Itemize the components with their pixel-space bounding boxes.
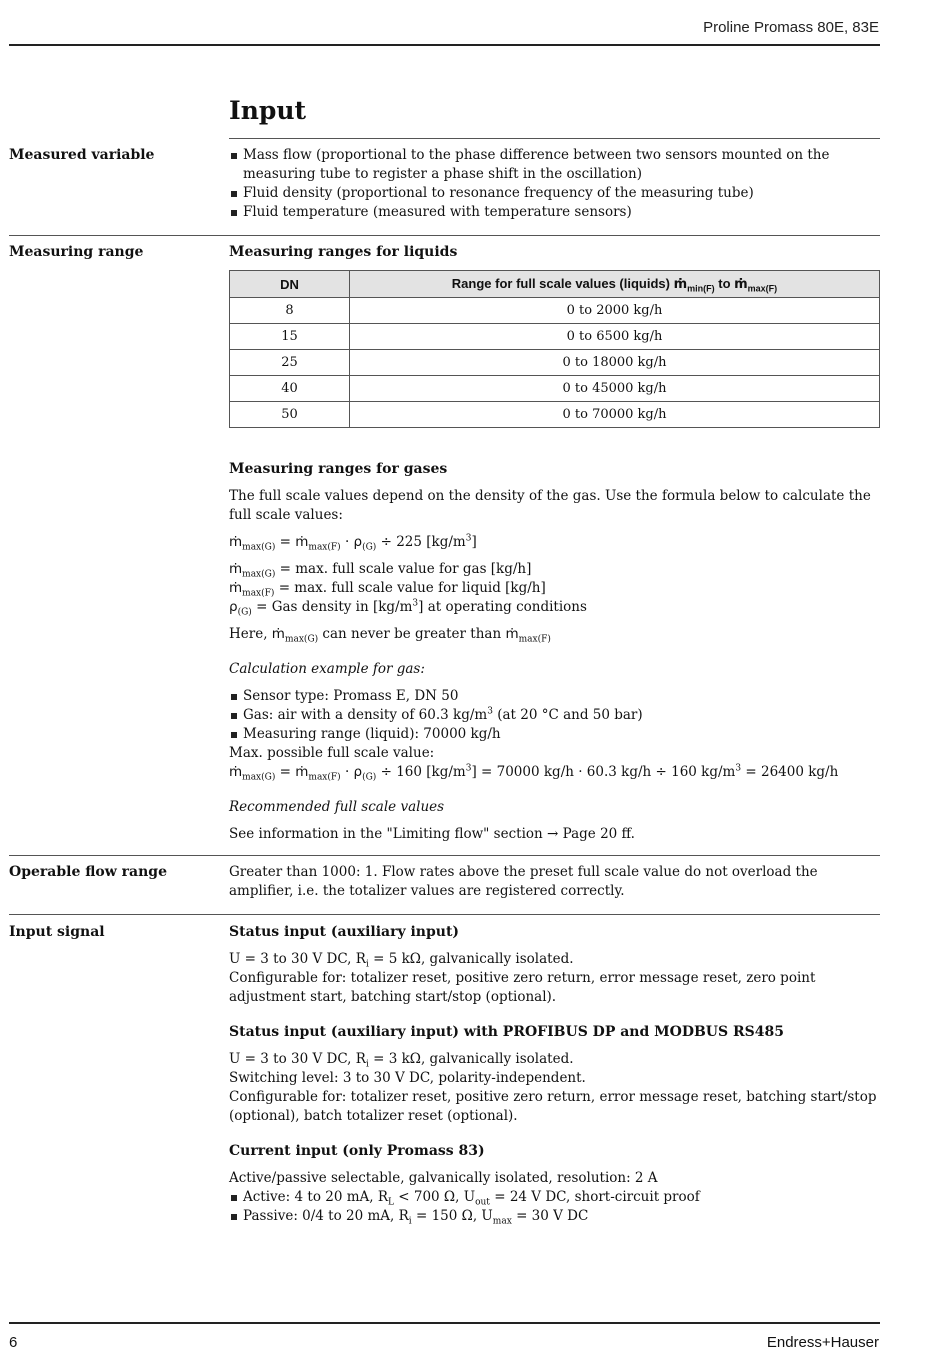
column-header-dn: DN [230, 271, 350, 298]
table-row [230, 298, 880, 324]
measured-variable-label: Measured variable [9, 147, 155, 163]
calculation-heading: Calculation example for gas: [229, 661, 425, 677]
gases-heading: Measuring ranges for gases [229, 461, 448, 477]
page-number: 6 [9, 1334, 18, 1351]
current-input-heading: Current input (only Promass 83) [229, 1143, 485, 1159]
cell-range: 0 to 45000 kg/h [350, 376, 880, 402]
table-header-row [230, 271, 880, 298]
cell-range: 0 to 6500 kg/h [350, 324, 880, 350]
column-header-range: Range for full scale values (liquids) ṁ$_{min(F)}$ to ṁ$_{max(F)}$ [350, 271, 880, 298]
operable-flow-text: Greater than 1000: 1. Flow rates above the preset full scale value do not overload the amplifier, i.e. the totalizer values are registered correctly. [229, 864, 818, 899]
profibus-spec: U = 3 to 30 V DC, $R_i = 3$ kΩ, galvanically isolated. [229, 1051, 574, 1070]
document-header-title: Proline Promass 80E, 83E [703, 19, 879, 36]
status-input-spec: U = 3 to 30 V DC, $R_i = 5$ kΩ, galvanically isolated. [229, 951, 574, 970]
gases-intro: The full scale values depend on the density of the gas. Use the formula below to calculate the full scale values: [229, 488, 871, 523]
cell-range: 0 to 70000 kg/h [350, 402, 880, 428]
definition-item: $\rho_{(G)}$ = Gas density in $[kg/m^3]$ at operating conditions [229, 598, 587, 618]
calculation-formula: ṁ$_{max(G)}$ = ṁ$_{max(F)}$ · $\rho_{(G)} \div 160$ $[kg/m^3] = 70000$ kg/h · 60.3 kg/h ÷ 160 $kg/m^3 = 26400$ kg/h [229, 763, 839, 783]
list-item: Fluid density (proportional to resonance frequency of the measuring tube) [229, 184, 881, 203]
list-item: Fluid temperature (measured with temperature sensors) [229, 203, 881, 222]
list-item: Active: 4 to 20 mA, $R_L < 700$ Ω, $U_{out} = 24$ V DC, short-circuit proof [229, 1188, 881, 1207]
definition-item: ṁ$_{max(G)}$ = max. full scale value for gas [kg/h] [229, 561, 532, 580]
liquids-heading: Measuring ranges for liquids [229, 244, 458, 260]
cell-range: 0 to 2000 kg/h [350, 298, 880, 324]
current-input-spec: Active/passive selectable, galvanically isolated, resolution: 2 A [229, 1170, 658, 1186]
cell-dn: 40 [230, 376, 350, 402]
measuring-range-content [229, 243, 881, 844]
cell-dn: 25 [230, 350, 350, 376]
recommended-heading: Recommended full scale values [229, 799, 445, 815]
table-row [230, 350, 880, 376]
see-info-link[interactable]: See information in the "Limiting flow" section → Page 20 ff. [229, 826, 635, 842]
status-input-heading: Status input (auxiliary input) [229, 924, 460, 940]
section-divider [9, 855, 880, 856]
table-row [230, 402, 880, 428]
current-input-list [229, 1188, 881, 1226]
operable-flow-range-content [229, 863, 881, 901]
definition-item: ṁ$_{max(F)}$ = max. full scale value for liquid [kg/h] [229, 580, 546, 599]
section-divider [9, 914, 880, 915]
formula-definitions [229, 560, 881, 617]
profibus-config: Configurable for: totalizer reset, positive zero return, error message reset, batching start/stop (optional), batch totalizer reset (optional). [229, 1089, 877, 1124]
section-divider [9, 235, 880, 236]
brand-name: Endress+Hauser [766, 1334, 879, 1351]
calculation-list [229, 687, 881, 744]
status-input-config: Configurable for: totalizer reset, positive zero return, error message reset, zero point adjustment start, batching start/stop (optional). [229, 970, 816, 1005]
table-row [230, 376, 880, 402]
input-signal-content [229, 923, 881, 1226]
list-item: Gas: air with a density of 60.3 $kg/m^3$ (at 20 °C and 50 bar) [229, 706, 881, 725]
operable-flow-range-label: Operable flow range [9, 864, 167, 880]
input-signal-label: Input signal [9, 924, 105, 940]
title-rule [229, 138, 880, 139]
table-row [230, 324, 880, 350]
page-title: Input [229, 96, 307, 125]
header-rule [9, 44, 880, 46]
profibus-heading: Status input (auxiliary input) with PROFIBUS DP and MODBUS RS485 [229, 1024, 784, 1040]
list-item: Passive: 0/4 to 20 mA, $R_i = 150$ Ω, $U_{max} = 30$ V DC [229, 1207, 881, 1226]
list-item: Sensor type: Promass E, DN 50 [229, 687, 881, 706]
cell-range: 0 to 18000 kg/h [350, 350, 880, 376]
list-item: Mass flow (proportional to the phase difference between two sensors mounted on the measuring tube to register a phase shift in the oscillation) [229, 146, 881, 184]
constraint-note: Here, ṁ$_{max(G)}$ can never be greater than ṁ$_{max(F)}$ [229, 626, 551, 645]
max-possible-label: Max. possible full scale value: [229, 745, 435, 761]
measured-variable-list [229, 146, 881, 222]
list-item: Measuring range (liquid): 70000 kg/h [229, 725, 881, 744]
measured-variable-content [229, 146, 881, 222]
profibus-switching: Switching level: 3 to 30 V DC, polarity-independent. [229, 1070, 586, 1086]
cell-dn: 15 [230, 324, 350, 350]
cell-dn: 8 [230, 298, 350, 324]
gas-formula: ṁ$_{max(G)}$ = ṁ$_{max(F)}$ · $\rho_{(G)} \div 225$ $[kg/m^3]$ [229, 533, 477, 553]
liquid-ranges-table [229, 270, 880, 428]
cell-dn: 50 [230, 402, 350, 428]
footer-rule [9, 1322, 880, 1324]
measuring-range-label: Measuring range [9, 244, 144, 260]
